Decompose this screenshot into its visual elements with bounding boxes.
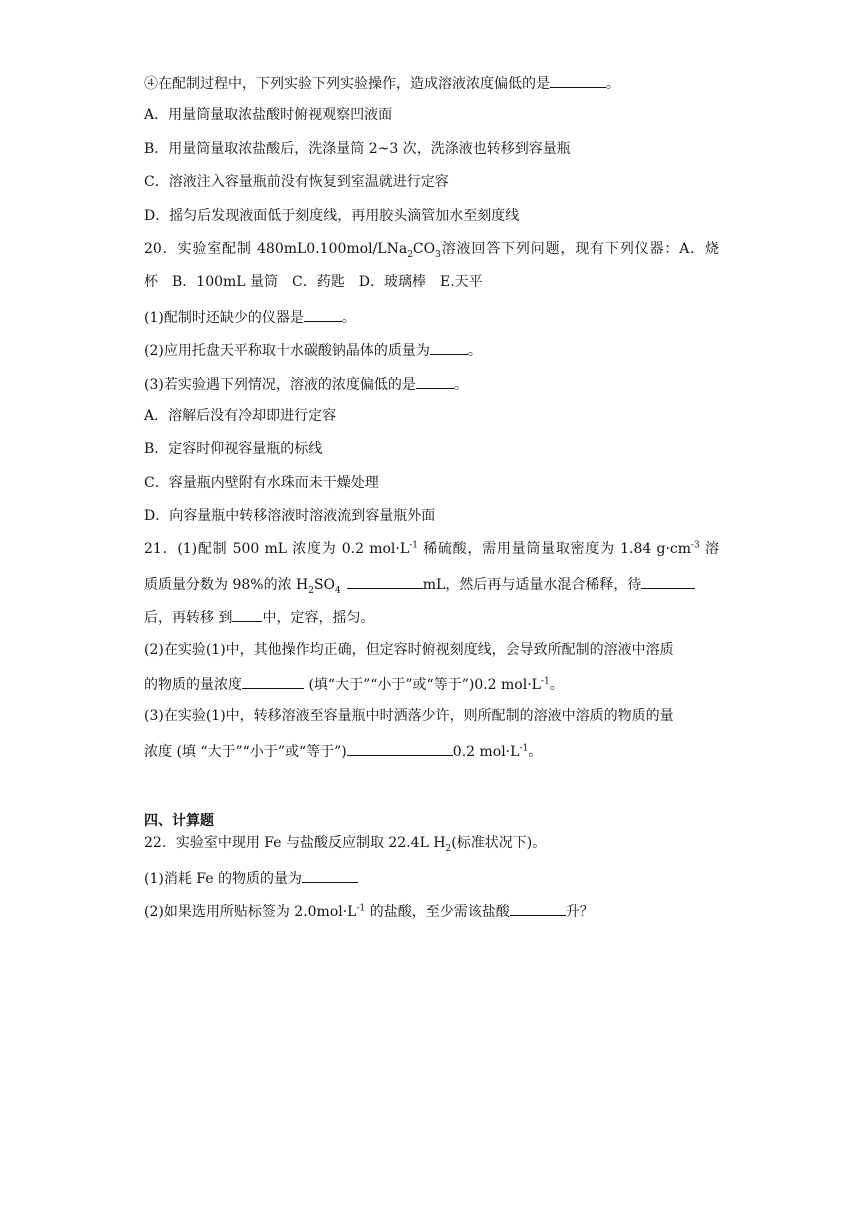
q22-part1-text: (1)消耗 Fe 的物质的量为 — [144, 870, 302, 887]
q19-4-option-d: D．摇匀后发现液面低于刻度线，再用胶头滴管加水至刻度线 — [144, 207, 520, 224]
q20-part2-text: (2)应用托盘天平称取十水碳酸钠晶体的质量为 — [144, 343, 430, 360]
q20-part3 — [144, 373, 719, 406]
q22-part1 — [144, 867, 719, 900]
subscript: 4 — [335, 585, 341, 596]
answer-blank[interactable] — [430, 339, 468, 355]
q20-part1 — [144, 306, 719, 339]
q21-line2-text-b: SO — [313, 576, 336, 593]
q22-stem-text-a: 22．实验室中现用 Fe 与盐酸反应制取 22.4L H — [144, 835, 446, 852]
q20-option-c: C．容量瓶内壁附有水珠而未干燥处理 — [144, 474, 379, 491]
subscript: 2 — [445, 844, 452, 854]
subscript: 2 — [308, 585, 314, 596]
superscript: -1 — [540, 676, 550, 687]
q22-stem — [144, 833, 719, 866]
answer-blank[interactable] — [550, 72, 606, 88]
subscript: 3 — [435, 249, 441, 260]
answer-blank[interactable] — [302, 867, 358, 883]
answer-blank[interactable] — [347, 740, 453, 756]
q22-part2-text-a: (2)如果选用所贴标签为 2.0mol·L — [144, 903, 357, 920]
q21-line3 — [144, 606, 719, 639]
q20-stem-text-a: 20．实验室配制 480mL0.100mol/LNa — [144, 240, 408, 257]
answer-blank[interactable] — [641, 573, 695, 589]
answer-blank[interactable] — [232, 606, 262, 622]
q21-part3-text-a: 浓度 (填 “大于”“小于”或“等于”) — [144, 743, 347, 760]
q19-4-option-a: A．用量筒量取浓盐酸时俯视观察凹液面 — [144, 107, 393, 124]
subscript: 2 — [407, 249, 413, 260]
q21-part3-line2 — [144, 740, 719, 773]
q20-part1-end: 。 — [341, 309, 356, 326]
q20-stem-text-c: 溶液回答下列问题，现有下列仪器：A．烧 — [440, 240, 719, 257]
q20-option-d: D．向容量瓶中转移溶液时溶液流到容量瓶外面 — [144, 508, 436, 525]
superscript: -1 — [356, 903, 366, 914]
section-heading: 四、计算题 — [144, 813, 214, 830]
q20-part3-text: (3)若实验遇下列情况，溶液的浓度偏低的是 — [144, 376, 416, 393]
q20-stem-text-b: CO — [412, 240, 436, 257]
q21-part2-line2 — [144, 673, 719, 706]
q21-line3-text-b: 中，定容，摇匀。 — [262, 610, 375, 627]
superscript: -1 — [409, 540, 418, 551]
q21-part3-text-b: 0.2 mol·L — [452, 743, 520, 760]
q21-line2-text-c: mL，然后再与适量水混合稀释，待 — [422, 576, 642, 593]
q21-part3-end: 。 — [528, 743, 543, 760]
q20-option-a: A．溶解后没有冷却即进行定容 — [144, 407, 337, 424]
q20-stem-line2: 杯 B．100mL 量筒 C．药匙 D．玻璃棒 E.天平 — [144, 274, 483, 291]
q19-4-option-c: C．溶液注入容量瓶前没有恢复到室温就进行定容 — [144, 174, 449, 191]
q21-line2 — [144, 573, 719, 606]
q19-4-stem-end: 。 — [606, 76, 620, 92]
q21-line1-text-c: 溶 — [699, 541, 719, 558]
q21-part2-text-b: (填“大于”“小于”或“等于”)0.2 mol·L — [304, 677, 541, 694]
superscript: -1 — [519, 743, 529, 754]
superscript: -3 — [691, 540, 700, 551]
q22-part2 — [144, 900, 719, 933]
q20-stem-line1 — [144, 239, 719, 272]
q20-part2 — [144, 339, 719, 372]
q21-line1 — [144, 539, 719, 572]
q20-part1-text: (1)配制时还缺少的仪器是 — [144, 309, 304, 326]
q21-part2-text-a: 的物质的量浓度 — [144, 677, 242, 694]
answer-blank[interactable] — [242, 673, 304, 689]
q21-line3-text-a: 后，再转移 到 — [144, 610, 233, 627]
q21-part2-line1: (2)在实验(1)中，其他操作均正确，但定容时俯视刻度线，会导致所配制的溶液中溶质 — [144, 641, 674, 658]
q21-part3-line1: (3)在实验(1)中，转移溶液至容量瓶中时洒落少许，则所配制的溶液中溶质的物质的量 — [144, 708, 674, 725]
q21-line2-text-a: 质质量分数为 98%的浓 H — [144, 576, 309, 593]
answer-blank[interactable] — [510, 900, 566, 916]
q19-4-stem-text: ④在配制过程中，下列实验下列实验操作，造成溶液浓度偏低的是 — [144, 76, 550, 92]
q19-4-option-b: B．用量筒量取浓盐酸后，洗涤量筒 2~3 次，洗涤液也转移到容量瓶 — [144, 140, 571, 157]
q20-part2-end: 。 — [467, 343, 482, 360]
q22-stem-text-b: (标准状况下)。 — [451, 835, 547, 852]
q22-part2-end: 升？ — [565, 903, 594, 920]
q20-option-b: B．定容时仰视容量瓶的标线 — [144, 441, 323, 458]
q21-line1-text-a: 21．(1)配制 500 mL 浓度为 0.2 mol·L — [144, 541, 410, 558]
q22-part2-text-b: 的盐酸，至少需该盐酸 — [365, 903, 510, 920]
q21-line1-text-b: 稀硫酸，需用量筒量取密度为 1.84 g·cm — [417, 541, 692, 558]
page-content — [144, 72, 719, 933]
answer-blank[interactable] — [304, 306, 342, 322]
q21-part2-end: 。 — [549, 677, 564, 694]
q19-4-stem — [144, 72, 719, 105]
answer-blank[interactable] — [347, 573, 423, 589]
answer-blank[interactable] — [416, 373, 454, 389]
q20-part3-end: 。 — [453, 376, 468, 393]
